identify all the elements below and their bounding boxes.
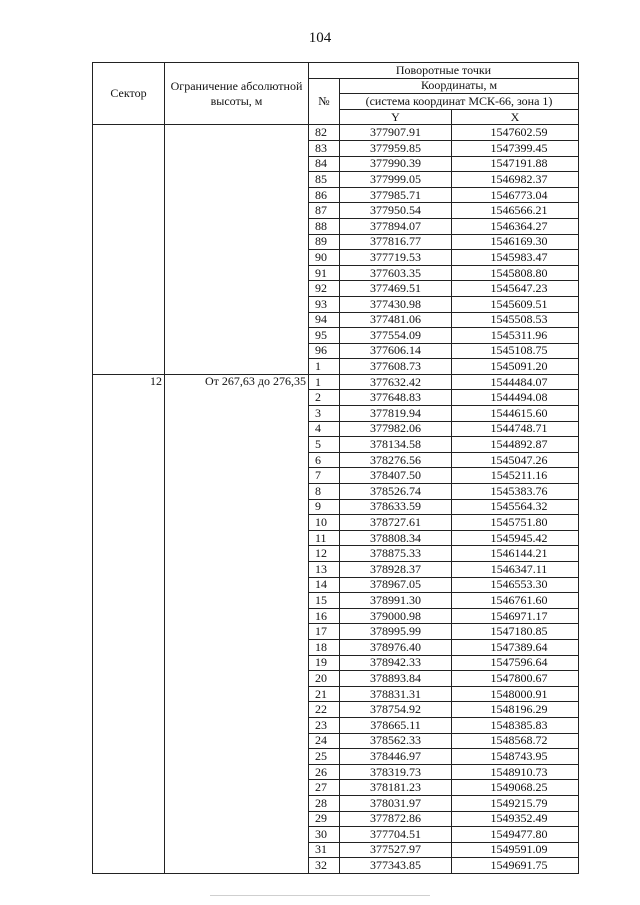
table-header (93, 63, 579, 125)
y-coordinate-cell: 378562.33 (340, 733, 452, 749)
y-coordinate-cell: 378942.33 (340, 655, 452, 671)
x-coordinate-cell: 1544615.60 (452, 406, 579, 422)
y-coordinate-cell: 378276.56 (340, 452, 452, 468)
sector-cell: 12 (93, 374, 165, 873)
page-number: 104 (308, 30, 332, 46)
y-coordinate-cell: 377606.14 (340, 343, 452, 359)
header-number: № (309, 78, 340, 125)
x-coordinate-cell: 1545983.47 (452, 250, 579, 266)
x-coordinate-cell: 1546169.30 (452, 234, 579, 250)
y-coordinate-cell: 378831.31 (340, 686, 452, 702)
point-number-cell: 19 (309, 655, 340, 671)
y-coordinate-cell: 377985.71 (340, 187, 452, 203)
y-coordinate-cell: 377894.07 (340, 218, 452, 234)
point-number-cell: 85 (309, 172, 340, 188)
x-coordinate-cell: 1549068.25 (452, 780, 579, 796)
y-coordinate-cell: 377816.77 (340, 234, 452, 250)
x-coordinate-cell: 1545108.75 (452, 343, 579, 359)
sector-cell (93, 125, 165, 375)
y-coordinate-cell: 377907.91 (340, 125, 452, 141)
x-coordinate-cell: 1549477.80 (452, 827, 579, 843)
scan-edge-line (210, 895, 430, 896)
point-number-cell: 1 (309, 359, 340, 375)
y-coordinate-cell: 378319.73 (340, 764, 452, 780)
x-coordinate-cell: 1549591.09 (452, 842, 579, 858)
coordinates-table (92, 62, 579, 874)
y-coordinate-cell: 377469.51 (340, 281, 452, 297)
point-number-cell: 29 (309, 811, 340, 827)
table-row (93, 374, 579, 390)
header-turning-points: Поворотные точки (309, 63, 579, 79)
y-coordinate-cell: 378134.58 (340, 437, 452, 453)
x-coordinate-cell: 1547180.85 (452, 624, 579, 640)
x-coordinate-cell: 1546364.27 (452, 218, 579, 234)
point-number-cell: 91 (309, 265, 340, 281)
y-coordinate-cell: 377719.53 (340, 250, 452, 266)
x-coordinate-cell: 1545945.42 (452, 530, 579, 546)
y-coordinate-cell: 377632.42 (340, 374, 452, 390)
y-coordinate-cell: 378808.34 (340, 530, 452, 546)
y-coordinate-cell: 377527.97 (340, 842, 452, 858)
point-number-cell: 95 (309, 328, 340, 344)
x-coordinate-cell: 1549215.79 (452, 795, 579, 811)
y-coordinate-cell: 378031.97 (340, 795, 452, 811)
x-coordinate-cell: 1547191.88 (452, 156, 579, 172)
y-coordinate-cell: 379000.98 (340, 608, 452, 624)
point-number-cell: 26 (309, 764, 340, 780)
point-number-cell: 9 (309, 499, 340, 515)
table-body (93, 125, 579, 874)
x-coordinate-cell: 1548910.73 (452, 764, 579, 780)
point-number-cell: 86 (309, 187, 340, 203)
y-coordinate-cell: 377430.98 (340, 296, 452, 312)
y-coordinate-cell: 378995.99 (340, 624, 452, 640)
point-number-cell: 24 (309, 733, 340, 749)
point-number-cell: 23 (309, 717, 340, 733)
point-number-cell: 88 (309, 218, 340, 234)
y-coordinate-cell: 378754.92 (340, 702, 452, 718)
point-number-cell: 6 (309, 452, 340, 468)
y-coordinate-cell: 378446.97 (340, 749, 452, 765)
x-coordinate-cell: 1545808.80 (452, 265, 579, 281)
point-number-cell: 83 (309, 140, 340, 156)
point-number-cell: 96 (309, 343, 340, 359)
header-coords-line1: Координаты, м (340, 78, 579, 94)
point-number-cell: 82 (309, 125, 340, 141)
y-coordinate-cell: 378633.59 (340, 499, 452, 515)
y-coordinate-cell: 377999.05 (340, 172, 452, 188)
x-coordinate-cell: 1545647.23 (452, 281, 579, 297)
point-number-cell: 3 (309, 406, 340, 422)
point-number-cell: 32 (309, 858, 340, 874)
y-coordinate-cell: 378875.33 (340, 546, 452, 562)
point-number-cell: 4 (309, 421, 340, 437)
x-coordinate-cell: 1545609.51 (452, 296, 579, 312)
point-number-cell: 87 (309, 203, 340, 219)
x-coordinate-cell: 1548000.91 (452, 686, 579, 702)
point-number-cell: 89 (309, 234, 340, 250)
y-coordinate-cell: 377990.39 (340, 156, 452, 172)
header-sector: Сектор (93, 63, 165, 125)
x-coordinate-cell: 1545751.80 (452, 515, 579, 531)
x-coordinate-cell: 1548385.83 (452, 717, 579, 733)
point-number-cell: 20 (309, 671, 340, 687)
y-coordinate-cell: 377982.06 (340, 421, 452, 437)
point-number-cell: 17 (309, 624, 340, 640)
y-coordinate-cell: 378407.50 (340, 468, 452, 484)
x-coordinate-cell: 1546566.21 (452, 203, 579, 219)
table-row (93, 125, 579, 141)
x-coordinate-cell: 1545211.16 (452, 468, 579, 484)
altitude-limit-cell (165, 125, 309, 375)
point-number-cell: 16 (309, 608, 340, 624)
point-number-cell: 84 (309, 156, 340, 172)
y-coordinate-cell: 377603.35 (340, 265, 452, 281)
altitude-limit-cell: От 267,63 до 276,35 (165, 374, 309, 873)
point-number-cell: 93 (309, 296, 340, 312)
point-number-cell: 31 (309, 842, 340, 858)
y-coordinate-cell: 377959.85 (340, 140, 452, 156)
header-limit (165, 63, 309, 125)
header-limit-line2: высоты, м (210, 93, 263, 108)
y-coordinate-cell: 378928.37 (340, 562, 452, 578)
point-number-cell: 11 (309, 530, 340, 546)
point-number-cell: 28 (309, 795, 340, 811)
point-number-cell: 5 (309, 437, 340, 453)
point-number-cell: 12 (309, 546, 340, 562)
x-coordinate-cell: 1546347.11 (452, 562, 579, 578)
point-number-cell: 27 (309, 780, 340, 796)
point-number-cell: 30 (309, 827, 340, 843)
y-coordinate-cell: 377608.73 (340, 359, 452, 375)
header-coords-line2: (система координат МСК-66, зона 1) (340, 94, 579, 110)
point-number-cell: 15 (309, 593, 340, 609)
y-coordinate-cell: 378893.84 (340, 671, 452, 687)
point-number-cell: 21 (309, 686, 340, 702)
y-coordinate-cell: 378181.23 (340, 780, 452, 796)
x-coordinate-cell: 1545383.76 (452, 484, 579, 500)
x-coordinate-cell: 1544748.71 (452, 421, 579, 437)
point-number-cell: 92 (309, 281, 340, 297)
header-limit-line1: Ограничение абсолютной (170, 78, 303, 93)
y-coordinate-cell: 378665.11 (340, 717, 452, 733)
x-coordinate-cell: 1545091.20 (452, 359, 579, 375)
header-x: X (452, 109, 579, 125)
x-coordinate-cell: 1548568.72 (452, 733, 579, 749)
point-number-cell: 94 (309, 312, 340, 328)
x-coordinate-cell: 1545564.32 (452, 499, 579, 515)
x-coordinate-cell: 1549691.75 (452, 858, 579, 874)
x-coordinate-cell: 1547399.45 (452, 140, 579, 156)
y-coordinate-cell: 377704.51 (340, 827, 452, 843)
x-coordinate-cell: 1546553.30 (452, 577, 579, 593)
y-coordinate-cell: 378991.30 (340, 593, 452, 609)
x-coordinate-cell: 1544494.08 (452, 390, 579, 406)
point-number-cell: 8 (309, 484, 340, 500)
y-coordinate-cell: 378976.40 (340, 639, 452, 655)
x-coordinate-cell: 1544892.87 (452, 437, 579, 453)
x-coordinate-cell: 1544484.07 (452, 374, 579, 390)
x-coordinate-cell: 1546761.60 (452, 593, 579, 609)
point-number-cell: 2 (309, 390, 340, 406)
y-coordinate-cell: 378967.05 (340, 577, 452, 593)
x-coordinate-cell: 1547389.64 (452, 639, 579, 655)
x-coordinate-cell: 1547602.59 (452, 125, 579, 141)
x-coordinate-cell: 1545508.53 (452, 312, 579, 328)
y-coordinate-cell: 377481.06 (340, 312, 452, 328)
y-coordinate-cell: 378727.61 (340, 515, 452, 531)
y-coordinate-cell: 377343.85 (340, 858, 452, 874)
y-coordinate-cell: 377819.94 (340, 406, 452, 422)
x-coordinate-cell: 1548743.95 (452, 749, 579, 765)
x-coordinate-cell: 1548196.29 (452, 702, 579, 718)
point-number-cell: 1 (309, 374, 340, 390)
x-coordinate-cell: 1549352.49 (452, 811, 579, 827)
point-number-cell: 13 (309, 562, 340, 578)
x-coordinate-cell: 1545311.96 (452, 328, 579, 344)
x-coordinate-cell: 1546773.04 (452, 187, 579, 203)
point-number-cell: 10 (309, 515, 340, 531)
header-y: Y (340, 109, 452, 125)
x-coordinate-cell: 1546971.17 (452, 608, 579, 624)
x-coordinate-cell: 1545047.26 (452, 452, 579, 468)
y-coordinate-cell: 377950.54 (340, 203, 452, 219)
point-number-cell: 25 (309, 749, 340, 765)
x-coordinate-cell: 1546144.21 (452, 546, 579, 562)
x-coordinate-cell: 1547596.64 (452, 655, 579, 671)
point-number-cell: 7 (309, 468, 340, 484)
point-number-cell: 18 (309, 639, 340, 655)
x-coordinate-cell: 1546982.37 (452, 172, 579, 188)
y-coordinate-cell: 377554.09 (340, 328, 452, 344)
point-number-cell: 14 (309, 577, 340, 593)
point-number-cell: 90 (309, 250, 340, 266)
x-coordinate-cell: 1547800.67 (452, 671, 579, 687)
point-number-cell: 22 (309, 702, 340, 718)
y-coordinate-cell: 377648.83 (340, 390, 452, 406)
y-coordinate-cell: 377872.86 (340, 811, 452, 827)
y-coordinate-cell: 378526.74 (340, 484, 452, 500)
